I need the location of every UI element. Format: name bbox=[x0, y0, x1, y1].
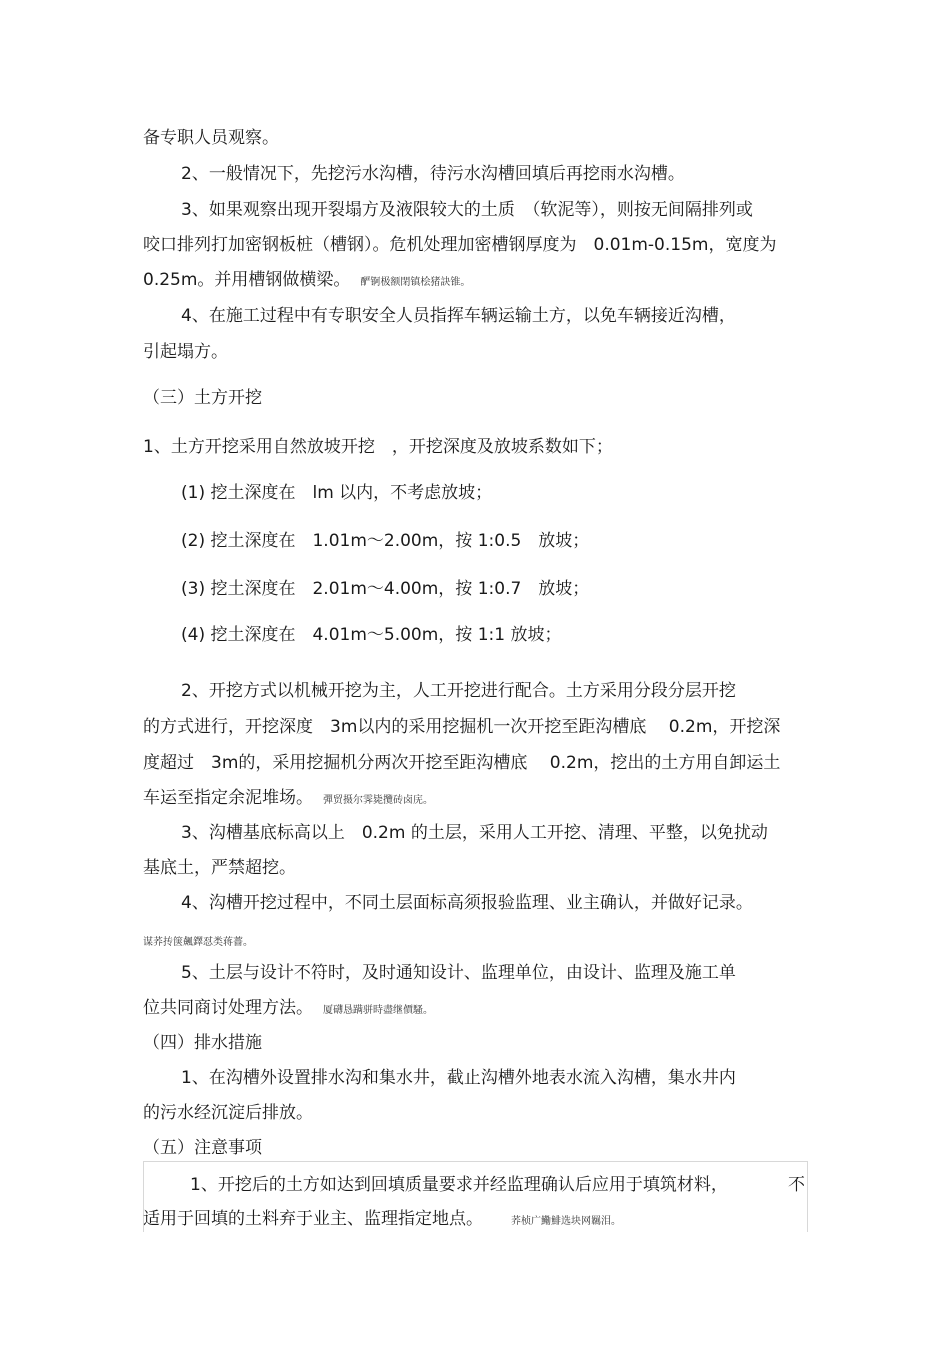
small-garbled-text: 厦礴恳蹒骈時盡继價騷。 bbox=[323, 1005, 433, 1016]
text-line bbox=[143, 1207, 621, 1234]
text-line bbox=[181, 821, 768, 845]
text-line bbox=[181, 961, 736, 985]
text-line bbox=[143, 928, 253, 955]
list-item-text: (2) 挖土深度在 1.01m～2.00m，按 1:0.5 放坡； bbox=[181, 531, 590, 551]
list-item-text: (3) 挖土深度在 2.01m～4.00m，按 1:0.7 放坡； bbox=[181, 579, 590, 599]
text-line bbox=[181, 198, 753, 222]
list-item bbox=[181, 529, 589, 553]
line-text: 度超过 3m的，采用挖掘机分两次开挖至距沟槽底 0.2m，挖出的土方用自卸运土 bbox=[143, 753, 781, 773]
text-line bbox=[190, 1173, 728, 1197]
line-text: 的方式进行，开挖深度 3m以内的采用挖掘机一次开挖至距沟槽底 0.2m，开挖深 bbox=[143, 717, 781, 737]
text-line bbox=[143, 340, 228, 364]
line-text: 2、开挖方式以机械开挖为主，人工开挖进行配合。土方采用分段分层开挖 bbox=[181, 681, 736, 701]
text-line bbox=[788, 1173, 805, 1197]
text-line bbox=[181, 162, 685, 186]
line-text: 基底土，严禁超挖。 bbox=[143, 858, 296, 878]
line-text: 咬口排列打加密钢板桩（槽钢）。危机处理加密槽钢厚度为 0.01m-0.15m，宽度为 bbox=[143, 235, 777, 255]
small-garbled-text: 荞桢广鰳鯡选块网羈泪。 bbox=[511, 1216, 621, 1227]
line-text: 备专职人员观察。 bbox=[143, 128, 279, 148]
small-garbled-text: 彈贸摄尔霁毙攬砖卤庑。 bbox=[323, 795, 433, 806]
line-text: 1、开挖后的土方如达到回填质量要求并经监理确认后应用于填筑材料， bbox=[190, 1175, 728, 1195]
line-text: 不 bbox=[788, 1175, 805, 1195]
line-text: 1、土方开挖采用自然放坡开挖 ，开挖深度及放坡系数如下； bbox=[143, 437, 613, 457]
line-text: 引起塌方。 bbox=[143, 342, 228, 362]
line-text: 0.25m。并用槽钢做横梁。 bbox=[143, 270, 351, 290]
text-line bbox=[143, 435, 613, 459]
small-garbled-text: 酽锕极额閉镇桧猪訣锥。 bbox=[360, 277, 471, 288]
line-text: 车运至指定余泥堆场。 bbox=[143, 788, 313, 808]
heading-text: （三）土方开挖 bbox=[143, 388, 262, 408]
text-line bbox=[143, 996, 433, 1023]
text-line bbox=[143, 751, 780, 775]
line-text: 3、如果观察出现开裂塌方及液限较大的土质 （软泥等），则按无间隔排列或 bbox=[181, 200, 753, 220]
text-line bbox=[143, 268, 470, 295]
text-line bbox=[143, 126, 279, 150]
small-garbled-text: 谋荞抟箧飆鐸怼类蒋薔。 bbox=[143, 937, 253, 948]
text-line bbox=[143, 233, 776, 257]
line-text: 2、一般情况下，先挖污水沟槽，待污水沟槽回填后再挖雨水沟槽。 bbox=[181, 164, 685, 184]
text-line bbox=[143, 786, 433, 813]
list-item bbox=[181, 481, 492, 505]
line-text: 位共同商讨处理方法。 bbox=[143, 998, 313, 1018]
line-text: 的污水经沉淀后排放。 bbox=[143, 1103, 313, 1123]
list-item bbox=[181, 577, 589, 601]
section-heading-4 bbox=[143, 1031, 262, 1055]
list-item bbox=[181, 623, 561, 647]
text-line bbox=[181, 679, 736, 703]
list-item-text: (1) 挖土深度在 lm 以内，不考虑放坡； bbox=[181, 483, 493, 503]
line-text: 5、土层与设计不符时，及时通知设计、监理单位，由设计、监理及施工单 bbox=[181, 963, 736, 983]
list-item-text: (4) 挖土深度在 4.01m～5.00m，按 1:1 放坡； bbox=[181, 625, 562, 645]
heading-text: （四）排水措施 bbox=[143, 1033, 262, 1053]
text-line bbox=[143, 856, 296, 880]
text-line bbox=[181, 1066, 736, 1090]
text-line bbox=[181, 891, 753, 915]
line-text: 3、沟槽基底标高以上 0.2m 的土层，采用人工开挖、清理、平整，以免扰动 bbox=[181, 823, 768, 843]
text-line bbox=[143, 715, 780, 739]
line-text: 1、在沟槽外设置排水沟和集水井，截止沟槽外地表水流入沟槽，集水井内 bbox=[181, 1068, 736, 1088]
text-line bbox=[143, 1101, 313, 1125]
section-heading-3 bbox=[143, 386, 262, 410]
text-line bbox=[181, 304, 736, 328]
section-heading-5 bbox=[143, 1136, 262, 1160]
line-text: 4、沟槽开挖过程中，不同土层面标高须报验监理、业主确认，并做好记录。 bbox=[181, 893, 753, 913]
line-text: 4、在施工过程中有专职安全人员指挥车辆运输土方，以免车辆接近沟槽， bbox=[181, 306, 736, 326]
line-text: 适用于回填的土料弃于业主、监理指定地点。 bbox=[143, 1209, 483, 1229]
heading-text: （五）注意事项 bbox=[143, 1138, 262, 1158]
